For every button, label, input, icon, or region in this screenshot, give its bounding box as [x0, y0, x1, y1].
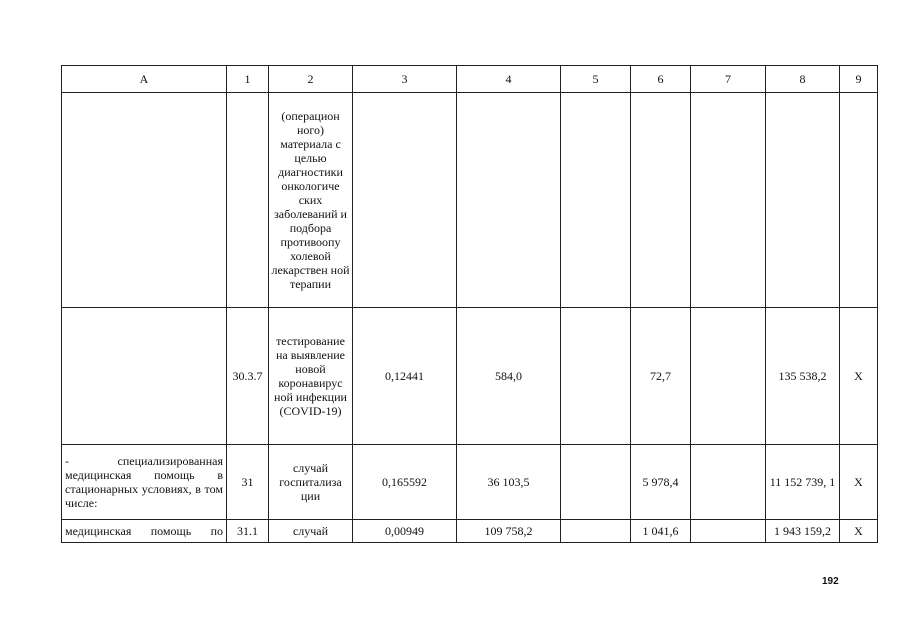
cell-code — [227, 93, 269, 308]
header-cell: 5 — [561, 66, 631, 93]
cell-col8: 1 943 159,2 — [766, 520, 840, 543]
header-cell: 6 — [631, 66, 691, 93]
cell-code: 31 — [227, 445, 269, 520]
cell-col3: 0,165592 — [353, 445, 457, 520]
cell-col6: 1 041,6 — [631, 520, 691, 543]
cell-col4: 584,0 — [457, 308, 561, 445]
cell-col8: 135 538,2 — [766, 308, 840, 445]
cell-col4 — [457, 93, 561, 308]
header-cell: 2 — [269, 66, 353, 93]
table-row — [62, 93, 878, 308]
cell-col9: X — [840, 520, 878, 543]
cell-col6: 72,7 — [631, 308, 691, 445]
cell-code: 30.3.7 — [227, 308, 269, 445]
cell-col6 — [631, 93, 691, 308]
header-cell: 7 — [691, 66, 766, 93]
cell-name — [62, 308, 227, 445]
cell-col5 — [561, 520, 631, 543]
data-table — [61, 65, 878, 543]
cell-col7 — [691, 93, 766, 308]
header-cell: А — [62, 66, 227, 93]
cell-col7 — [691, 445, 766, 520]
cell-col9: X — [840, 445, 878, 520]
cell-unit: случай госпитализа ции — [269, 445, 353, 520]
cell-col5 — [561, 93, 631, 308]
table-row — [62, 445, 878, 520]
cell-name — [62, 93, 227, 308]
cell-col3 — [353, 93, 457, 308]
header-cell: 9 — [840, 66, 878, 93]
cell-name: медицинская помощь по — [62, 520, 227, 543]
cell-col5 — [561, 308, 631, 445]
cell-col8 — [766, 93, 840, 308]
header-cell: 8 — [766, 66, 840, 93]
cell-col7 — [691, 520, 766, 543]
cell-col9 — [840, 93, 878, 308]
cell-col7 — [691, 308, 766, 445]
cell-unit: случай — [269, 520, 353, 543]
cell-col6: 5 978,4 — [631, 445, 691, 520]
cell-code: 31.1 — [227, 520, 269, 543]
cell-col9: X — [840, 308, 878, 445]
cell-unit: тестирование на выявление новой коронавирус ной инфекции (COVID-19) — [269, 308, 353, 445]
header-cell: 4 — [457, 66, 561, 93]
table-row — [62, 520, 878, 543]
cell-col3: 0,12441 — [353, 308, 457, 445]
cell-unit: (операцион ного) материала с целью диагностики онкологиче ских заболеваний и подбора противоопу холевой лекарствен ной терапии — [269, 93, 353, 308]
page-number: 192 — [822, 576, 839, 587]
cell-name: - специализированная медицинская помощь в стационарных условиях, в том числе: — [62, 445, 227, 520]
header-cell: 3 — [353, 66, 457, 93]
table-row — [62, 308, 878, 445]
cell-col4: 109 758,2 — [457, 520, 561, 543]
cell-col3: 0,00949 — [353, 520, 457, 543]
table-header-row — [62, 66, 878, 93]
cell-col5 — [561, 445, 631, 520]
header-cell: 1 — [227, 66, 269, 93]
cell-col4: 36 103,5 — [457, 445, 561, 520]
cell-col8: 11 152 739, 1 — [766, 445, 840, 520]
